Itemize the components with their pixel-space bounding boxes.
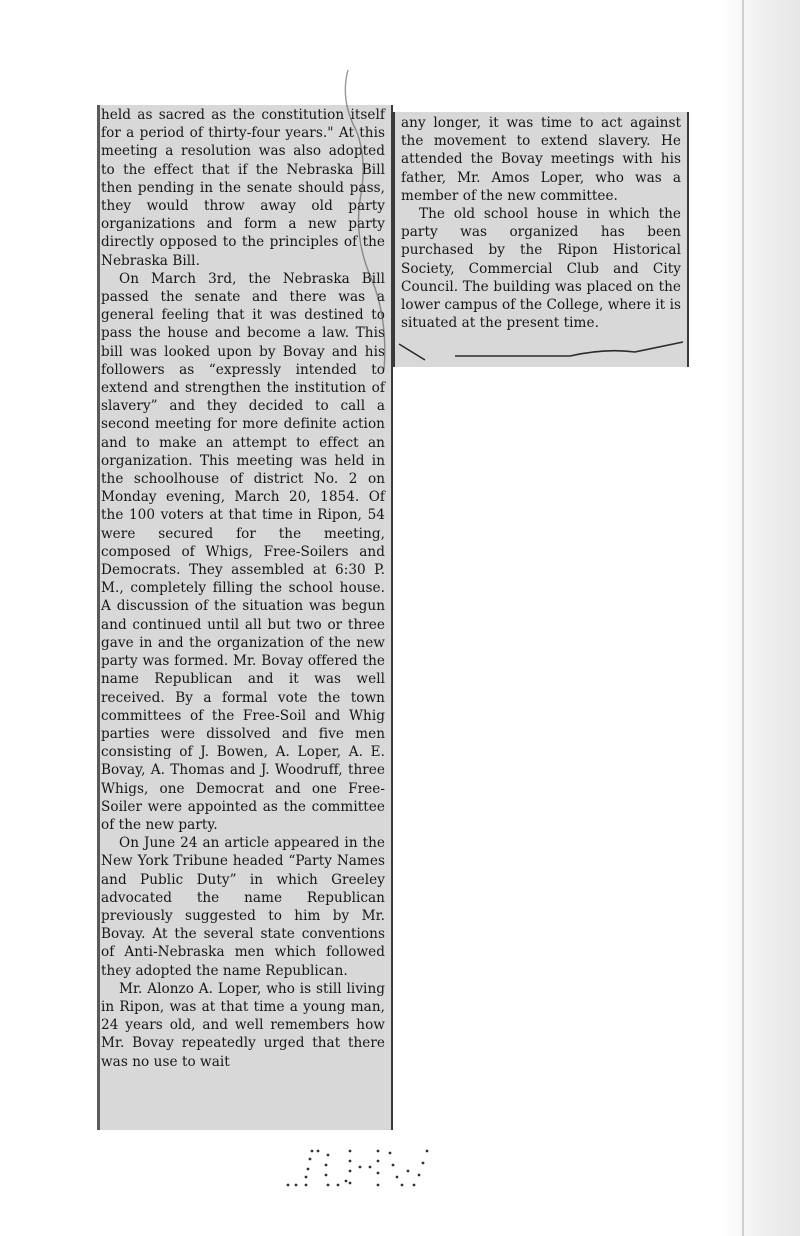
end-rule [395, 338, 685, 368]
paragraph: held as sacred as the constitution itself for a period of thirty-four years." At this meeting a resolution was also adopted to the effect that if the Nebraska Bill then pending in the senate should pass, they would throw away old party organizations and form a new party directly opposed to the principles of the Nebraska Bill. [101, 107, 385, 269]
page-edge-line [742, 0, 744, 1236]
paragraph: On March 3rd, the Nebraska Bill passed the senate and there was a general feeling that it was destined to pass the house and become a law. This bill was looked upon by Bovay and his followers as “expressly intended to extend and strengthen the institution of slavery” and they decided to call a second meeting for more definite action and to make an attempt to effect an organization. This meeting was held in the schoolhouse of district No. 2 on Monday evening, March 20, 1854. Of the 100 voters at that time in Ripon, 54 were secured for the meeting, composed of Whigs, Free-Soilers and Democrats. They assembled at 6:30 P. M., completely filling the school house. A discussion of the situation was begun and continued until all but two or three gave in and the organization of the new party was formed. Mr. Bovay offered the name Republican and it was well received. By a formal vote the town committees of the Free-Soil and Whig parties were dissolved and five men consisting of J. Bowen, A. Loper, A. E. Bovay, A. Thomas and J. Woodruff, three Whigs, one Democrat and one Free-Soiler were appointed as the committee of the new party. [101, 270, 385, 833]
left-column-text [101, 105, 385, 1071]
right-column-text [401, 112, 681, 332]
paragraph: The old school house in which the party was organized has been purchased by the Ripon Historical Society, Commercial Club and City Council. The building was placed on the lower campus of the College, where it is situated at the present time. [401, 206, 681, 332]
perforation-stamp [280, 1145, 440, 1193]
clipping-right-column [393, 112, 689, 367]
clipping-left-column [97, 105, 393, 1130]
paragraph: On June 24 an article appeared in the New York Tribune headed “Party Names and Public Duty” in which Greeley advocated the name Republican previously suggested to him by Mr. Bovay. At the several state conventions of Anti-Nebraska men which followed they adopted the name Republican. [101, 835, 385, 979]
paragraph: any longer, it was time to act against the movement to extend slavery. He attended the Bovay meetings with his father, Mr. Amos Loper, who was a member of the new committee. [401, 115, 681, 204]
page-edge [720, 0, 800, 1236]
paragraph: Mr. Alonzo A. Loper, who is still living in Ripon, was at that time a young man, 24 years old, and well remembers how Mr. Bovay repeatedly urged that there was no use to wait [101, 980, 385, 1070]
